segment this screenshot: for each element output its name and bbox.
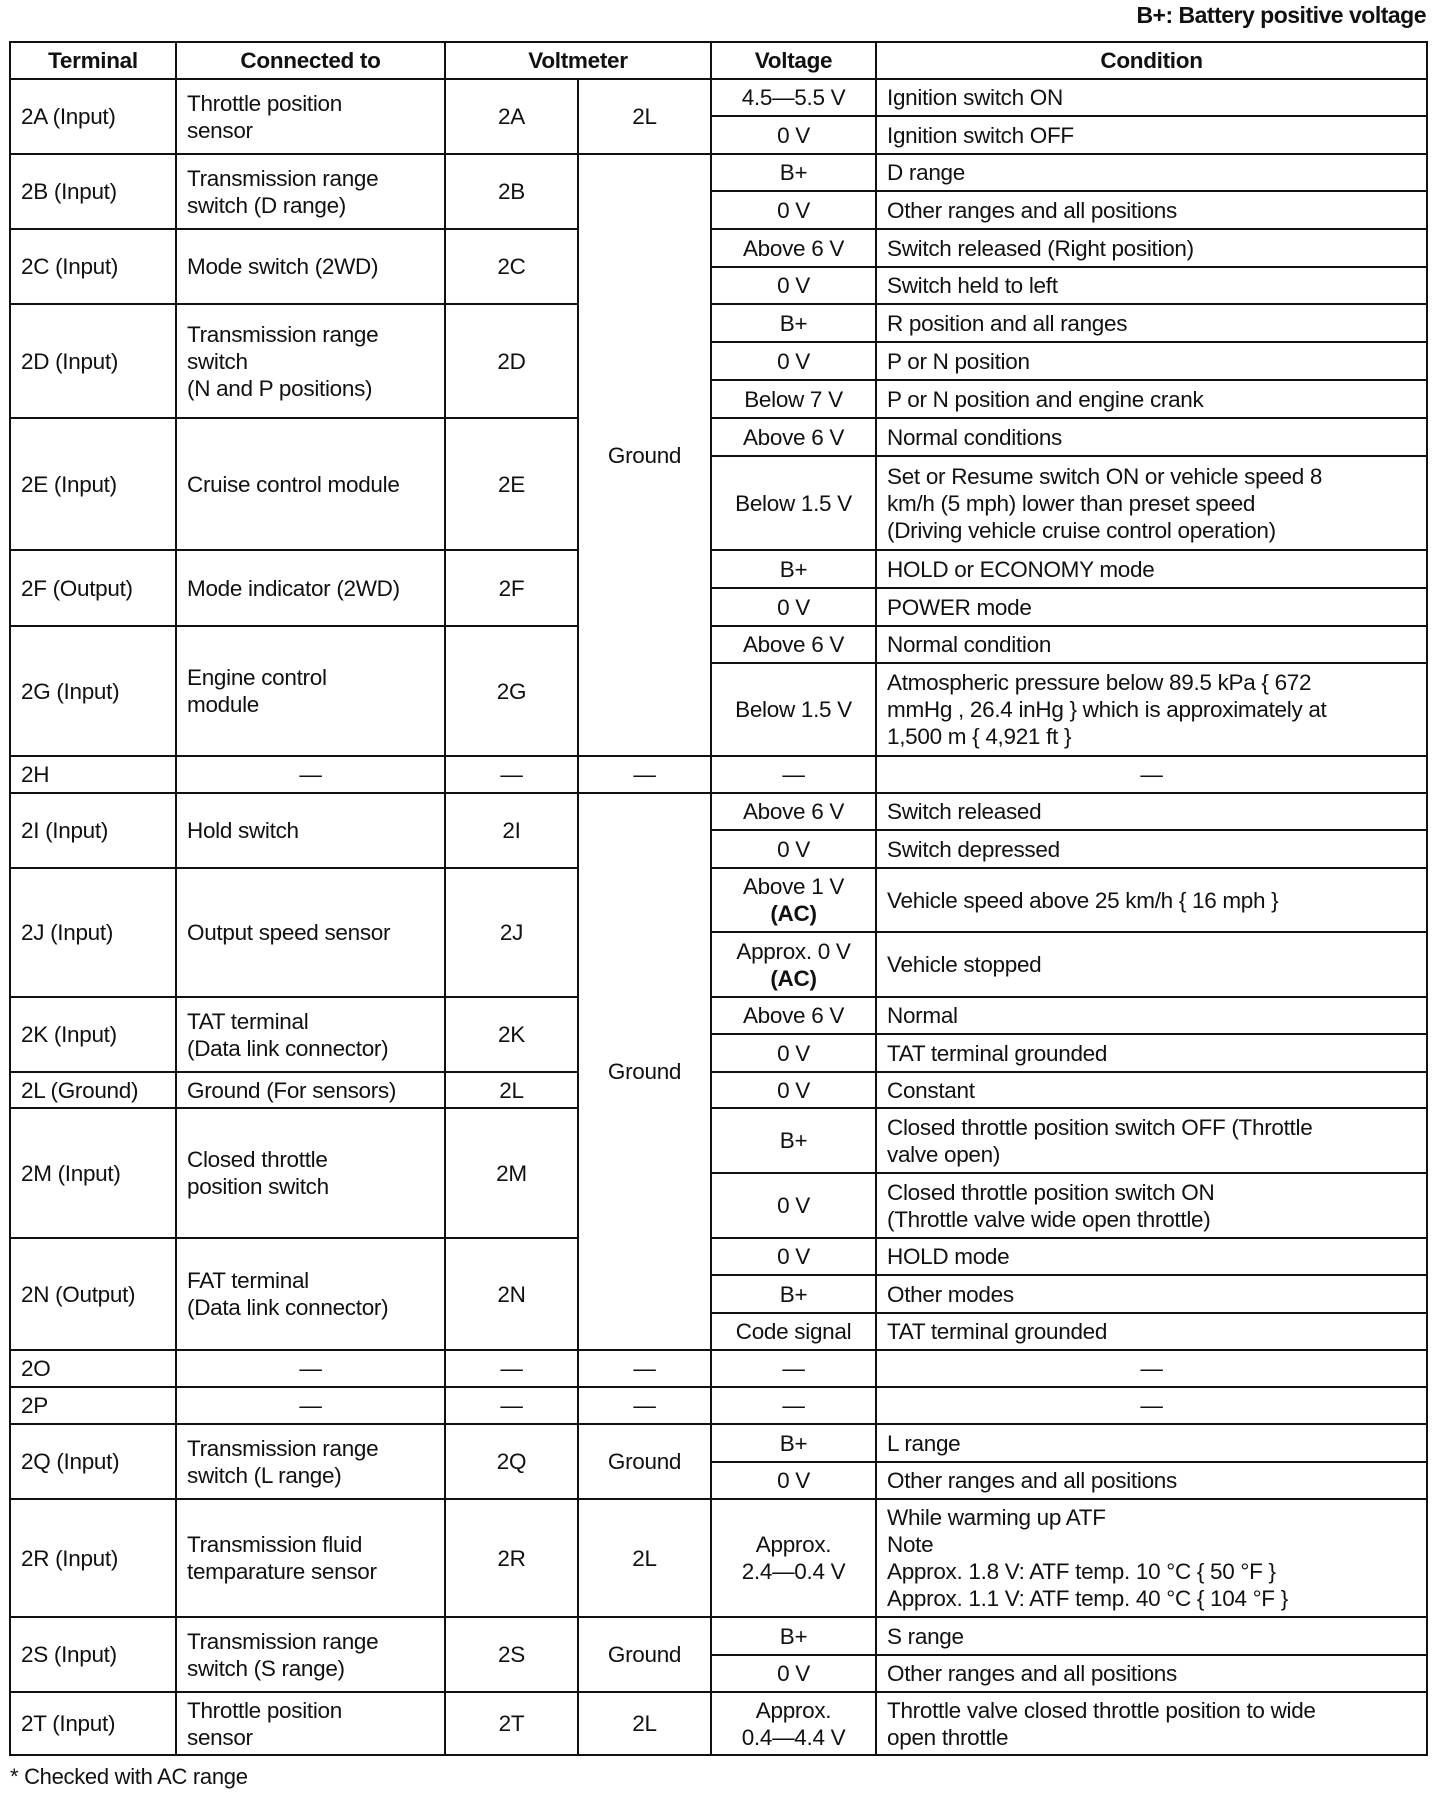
voltage-cell xyxy=(711,932,876,997)
voltage-cell xyxy=(711,229,876,267)
voltage-cell xyxy=(711,1462,876,1499)
ac-note: (AC) xyxy=(770,965,817,991)
connected-to-cell-line: Hold switch xyxy=(187,818,299,843)
condition-cell-line: Atmospheric pressure below 89.5 kPa { 672 xyxy=(887,670,1312,695)
table-row xyxy=(10,1424,1427,1462)
condition-cell-line: Other ranges and all positions xyxy=(887,197,1177,223)
voltmeter-positive-cell: 2R xyxy=(445,1499,578,1617)
condition-cell-line: Vehicle stopped xyxy=(887,952,1042,977)
terminal-cell: 2O xyxy=(10,1350,176,1387)
table-row xyxy=(10,1072,1427,1108)
condition-cell xyxy=(876,154,1427,191)
connected-to-cell-line: Cruise control module xyxy=(187,471,400,497)
connected-to-cell xyxy=(176,79,445,154)
terminal-cell: 2E (Input) xyxy=(10,418,176,550)
condition-cell xyxy=(876,191,1427,229)
condition-cell xyxy=(876,342,1427,380)
condition-cell-line: Note xyxy=(887,1532,934,1557)
condition-cell xyxy=(876,267,1427,304)
terminal-cell: 2A (Input) xyxy=(10,79,176,154)
condition-cell xyxy=(876,997,1427,1034)
connected-to-cell-line: Transmission range xyxy=(187,1628,379,1654)
connected-to-cell xyxy=(176,550,445,626)
voltage-cell-line: 0 V xyxy=(777,197,810,223)
voltage-cell-line: B+ xyxy=(779,310,808,336)
connected-to-cell-line: (Data link connector) xyxy=(187,1295,389,1320)
condition-cell xyxy=(876,1034,1427,1072)
condition-cell xyxy=(876,380,1427,418)
condition-cell xyxy=(876,1350,1427,1387)
connected-to-cell-line: Ground (For sensors) xyxy=(187,1077,397,1103)
condition-cell xyxy=(876,229,1427,267)
voltage-cell-line: — xyxy=(782,1356,805,1381)
connected-to-cell-line: Throttle position xyxy=(187,90,342,116)
connected-to-cell xyxy=(176,626,445,756)
voltage-cell-line: Below 1.5 V xyxy=(735,490,852,516)
condition-cell xyxy=(876,304,1427,342)
table-row xyxy=(10,626,1427,663)
condition-cell xyxy=(876,1173,1427,1238)
connected-to-cell-line: Transmission range xyxy=(187,321,379,347)
connected-to-cell-line: Transmission range xyxy=(187,1435,379,1461)
condition-cell-line: (Throttle valve wide open throttle) xyxy=(887,1206,1211,1232)
condition-cell-line: — xyxy=(1140,1393,1163,1418)
voltage-cell xyxy=(711,830,876,868)
connected-to-cell xyxy=(176,1499,445,1617)
condition-cell-line: Throttle valve closed throttle position to wide xyxy=(887,1697,1316,1723)
voltage-cell xyxy=(711,663,876,756)
terminal-cell: 2M (Input) xyxy=(10,1108,176,1238)
table-row xyxy=(10,1238,1427,1275)
connected-to-cell xyxy=(176,229,445,304)
table-row xyxy=(10,550,1427,588)
voltmeter-negative-cell: Ground xyxy=(578,154,711,756)
voltmeter-positive-cell: 2M xyxy=(445,1108,578,1238)
condition-cell-line: R position and all ranges xyxy=(887,310,1128,336)
connected-to-cell-line: FAT terminal xyxy=(187,1268,309,1293)
terminal-cell: 2L (Ground) xyxy=(10,1072,176,1108)
voltage-cell xyxy=(711,1617,876,1655)
voltage-cell xyxy=(711,868,876,932)
voltage-cell xyxy=(711,1313,876,1350)
terminal-cell: 2T (Input) xyxy=(10,1692,176,1755)
condition-cell-line: Ignition switch OFF xyxy=(887,122,1074,148)
voltmeter-negative-cell: Ground xyxy=(578,793,711,1350)
condition-cell-line: open throttle xyxy=(887,1724,1009,1750)
voltage-cell xyxy=(711,1238,876,1275)
condition-cell xyxy=(876,1313,1427,1350)
connected-to-cell xyxy=(176,1350,445,1387)
voltage-cell-line: 0 V xyxy=(777,348,810,374)
table-row xyxy=(10,79,1427,116)
connected-to-cell-line: temparature sensor xyxy=(187,1559,377,1584)
connected-to-cell xyxy=(176,1692,445,1755)
voltage-cell-line: 0 V xyxy=(777,273,810,298)
voltmeter-positive-cell: 2B xyxy=(445,154,578,229)
terminal-cell: 2N (Output) xyxy=(10,1238,176,1350)
terminal-cell: 2P xyxy=(10,1387,176,1424)
connected-to-cell-line: Output speed sensor xyxy=(187,920,391,945)
voltmeter-negative-cell: — xyxy=(578,756,711,793)
connected-to-cell xyxy=(176,1108,445,1238)
condition-cell-line: — xyxy=(1140,762,1163,787)
ac-note: (AC) xyxy=(770,901,817,926)
voltage-cell-line: B+ xyxy=(779,1430,808,1456)
condition-cell xyxy=(876,756,1427,793)
voltmeter-positive-cell: 2Q xyxy=(445,1424,578,1499)
condition-cell xyxy=(876,626,1427,663)
condition-cell-line: Switch depressed xyxy=(887,836,1060,862)
terminal-cell: 2R (Input) xyxy=(10,1499,176,1617)
table-row xyxy=(10,304,1427,342)
condition-cell-line: mmHg , 26.4 inHg } which is approximately at xyxy=(887,697,1327,722)
connected-to-cell xyxy=(176,1617,445,1692)
condition-cell-line: Normal conditions xyxy=(887,424,1062,450)
connected-to-cell xyxy=(176,304,445,418)
condition-cell xyxy=(876,1387,1427,1424)
connected-to-cell-line: Throttle position xyxy=(187,1697,342,1723)
condition-cell-line: (Driving vehicle cruise control operation) xyxy=(887,517,1276,543)
voltage-cell xyxy=(711,1424,876,1462)
voltmeter-negative-cell: 2L xyxy=(578,79,711,154)
terminal-cell: 2Q (Input) xyxy=(10,1424,176,1499)
connected-to-cell-line: switch (L range) xyxy=(187,1462,342,1488)
table-row xyxy=(10,756,1427,793)
condition-cell-line: Set or Resume switch ON or vehicle speed 8 xyxy=(887,463,1323,489)
voltage-cell xyxy=(711,267,876,304)
condition-cell xyxy=(876,793,1427,830)
condition-cell-line: 1,500 m { 4,921 ft } xyxy=(887,724,1072,749)
voltmeter-positive-cell: 2N xyxy=(445,1238,578,1350)
connected-to-cell-line: — xyxy=(299,1393,322,1418)
connected-to-cell-line: Transmission range xyxy=(187,165,379,191)
voltage-cell xyxy=(711,304,876,342)
condition-cell xyxy=(876,1692,1427,1755)
condition-cell-line: Ignition switch ON xyxy=(887,85,1063,110)
condition-cell-line: Approx. 1.8 V: ATF temp. 10 °C { 50 °F } xyxy=(887,1559,1276,1584)
voltage-cell-line: 0 V xyxy=(777,1468,810,1493)
voltage-cell-line: 0.4—4.4 V xyxy=(741,1724,846,1750)
voltmeter-positive-cell: 2I xyxy=(445,793,578,868)
connected-to-cell-line: Mode switch (2WD) xyxy=(187,254,379,279)
connected-to-cell xyxy=(176,793,445,868)
voltage-cell-line: 0 V xyxy=(777,594,810,620)
condition-cell-line: Other ranges and all positions xyxy=(887,1661,1177,1686)
header-voltmeter: Voltmeter xyxy=(445,42,711,79)
condition-cell xyxy=(876,1462,1427,1499)
condition-cell-line: TAT terminal grounded xyxy=(887,1040,1108,1066)
table-row xyxy=(10,1499,1427,1617)
voltage-cell xyxy=(711,1034,876,1072)
voltage-cell-line: Approx. xyxy=(755,1697,832,1723)
voltmeter-negative-cell: Ground xyxy=(578,1424,711,1499)
voltmeter-positive-cell: 2K xyxy=(445,997,578,1072)
table-row xyxy=(10,868,1427,932)
connected-to-cell-line: switch (S range) xyxy=(187,1655,345,1681)
table-row xyxy=(10,793,1427,830)
condition-cell xyxy=(876,79,1427,116)
condition-cell-line: While warming up ATF xyxy=(887,1505,1106,1530)
table-row xyxy=(10,1350,1427,1387)
voltage-cell-line: 4.5—5.5 V xyxy=(741,85,846,110)
condition-cell-line: Constant xyxy=(887,1077,975,1103)
condition-cell xyxy=(876,418,1427,456)
voltmeter-positive-cell: 2J xyxy=(445,868,578,997)
table-row xyxy=(10,1692,1427,1755)
voltage-cell-line: Above 6 V xyxy=(742,1003,845,1028)
header-terminal: Terminal xyxy=(10,42,176,79)
condition-cell-line: Other ranges and all positions xyxy=(887,1468,1177,1493)
voltage-cell xyxy=(711,1108,876,1173)
voltage-cell xyxy=(711,380,876,418)
table-row xyxy=(10,154,1427,191)
connected-to-cell xyxy=(176,997,445,1072)
table-row xyxy=(10,1617,1427,1655)
terminal-cell: 2C (Input) xyxy=(10,229,176,304)
terminal-cell: 2J (Input) xyxy=(10,868,176,997)
voltage-cell-line: Above 6 V xyxy=(742,235,845,261)
connected-to-cell xyxy=(176,418,445,550)
connected-to-cell-line: (Data link connector) xyxy=(187,1035,389,1061)
voltmeter-positive-cell: 2A xyxy=(445,79,578,154)
voltage-cell-line: Code signal xyxy=(735,1319,852,1344)
connected-to-cell-line: module xyxy=(187,692,259,717)
condition-cell-line: P or N position and engine crank xyxy=(887,386,1204,412)
voltage-cell-line: 0 V xyxy=(777,1244,810,1269)
voltage-cell xyxy=(711,1655,876,1692)
voltage-cell-line: — xyxy=(782,1393,805,1418)
voltage-cell-line: B+ xyxy=(779,1128,808,1153)
connected-to-cell-line: Closed throttle xyxy=(187,1147,328,1172)
connected-to-cell-line: switch (D range) xyxy=(187,192,346,218)
connected-to-cell-line: position switch xyxy=(187,1174,329,1199)
terminal-voltage-table xyxy=(9,41,1428,1756)
condition-cell xyxy=(876,1655,1427,1692)
condition-cell xyxy=(876,932,1427,997)
condition-cell-line: D range xyxy=(887,160,965,185)
condition-cell-line: L range xyxy=(887,1430,961,1456)
voltmeter-positive-cell: 2T xyxy=(445,1692,578,1755)
voltage-cell xyxy=(711,1692,876,1755)
voltmeter-positive-cell: 2C xyxy=(445,229,578,304)
condition-cell xyxy=(876,868,1427,932)
condition-cell xyxy=(876,456,1427,550)
voltmeter-positive-cell: 2L xyxy=(445,1072,578,1108)
voltage-cell-line: 0 V xyxy=(777,1661,810,1686)
condition-cell xyxy=(876,116,1427,154)
voltage-cell xyxy=(711,342,876,380)
voltmeter-positive-cell: 2S xyxy=(445,1617,578,1692)
voltage-cell-line: — xyxy=(782,762,805,787)
condition-cell-line: TAT terminal grounded xyxy=(887,1319,1108,1344)
header-row xyxy=(10,42,1427,79)
voltage-cell xyxy=(711,79,876,116)
voltage-cell-line: B+ xyxy=(779,1281,808,1307)
header-condition: Condition xyxy=(876,42,1427,79)
condition-cell xyxy=(876,663,1427,756)
voltmeter-negative-cell: — xyxy=(578,1387,711,1424)
voltmeter-positive-cell: — xyxy=(445,1387,578,1424)
connected-to-cell-line: Transmission fluid xyxy=(187,1532,363,1557)
voltmeter-positive-cell: 2F xyxy=(445,550,578,626)
table-row xyxy=(10,1108,1427,1173)
terminal-cell: 2G (Input) xyxy=(10,626,176,756)
condition-cell-line: Normal condition xyxy=(887,632,1052,657)
voltage-cell-line: 0 V xyxy=(777,122,810,148)
voltage-cell xyxy=(711,116,876,154)
voltage-cell-line: Approx. 0 V xyxy=(736,938,851,964)
voltage-cell xyxy=(711,588,876,626)
condition-cell xyxy=(876,1617,1427,1655)
table-row xyxy=(10,1387,1427,1424)
connected-to-cell-line: (N and P positions) xyxy=(187,375,373,401)
condition-cell-line: Closed throttle position switch OFF (Throttle xyxy=(887,1114,1313,1140)
voltmeter-positive-cell: 2G xyxy=(445,626,578,756)
condition-cell xyxy=(876,588,1427,626)
voltage-cell-line: Above 1 V xyxy=(742,874,845,899)
connected-to-cell-line: TAT terminal xyxy=(187,1008,309,1034)
voltage-cell xyxy=(711,1499,876,1617)
connected-to-cell xyxy=(176,756,445,793)
voltage-cell xyxy=(711,1350,876,1387)
condition-cell xyxy=(876,1424,1427,1462)
voltage-cell xyxy=(711,191,876,229)
condition-cell-line: Closed throttle position switch ON xyxy=(887,1179,1215,1205)
condition-cell-line: valve open) xyxy=(887,1141,1001,1167)
condition-cell xyxy=(876,1238,1427,1275)
voltmeter-negative-cell: Ground xyxy=(578,1617,711,1692)
condition-cell xyxy=(876,1108,1427,1173)
voltage-cell-line: 0 V xyxy=(777,1040,810,1066)
terminal-cell: 2F (Output) xyxy=(10,550,176,626)
terminal-cell: 2S (Input) xyxy=(10,1617,176,1692)
condition-cell-line: Approx. 1.1 V: ATF temp. 40 °C { 104 °F } xyxy=(887,1586,1288,1611)
table-row xyxy=(10,229,1427,267)
condition-cell-line: Switch released xyxy=(887,799,1042,824)
condition-cell xyxy=(876,1499,1427,1617)
voltmeter-positive-cell: 2D xyxy=(445,304,578,418)
condition-cell-line: S range xyxy=(887,1623,964,1649)
voltage-cell xyxy=(711,626,876,663)
condition-cell-line: — xyxy=(1140,1356,1163,1381)
condition-cell-line: Switch released (Right position) xyxy=(887,235,1194,261)
connected-to-cell-line: Mode indicator (2WD) xyxy=(187,575,400,601)
terminal-cell: 2I (Input) xyxy=(10,793,176,868)
voltage-cell-line: Above 6 V xyxy=(742,424,845,450)
condition-cell xyxy=(876,550,1427,588)
connected-to-cell-line: — xyxy=(299,762,322,787)
connected-to-cell xyxy=(176,1424,445,1499)
voltage-cell xyxy=(711,1275,876,1313)
voltmeter-positive-cell: — xyxy=(445,1350,578,1387)
connected-to-cell xyxy=(176,1072,445,1108)
voltage-cell xyxy=(711,1387,876,1424)
condition-cell-line: Other modes xyxy=(887,1281,1014,1307)
connected-to-cell-line: — xyxy=(299,1356,322,1381)
voltage-cell-line: Below 7 V xyxy=(744,386,843,412)
header-connected-to: Connected to xyxy=(176,42,445,79)
voltage-cell xyxy=(711,1072,876,1108)
condition-cell-line: Normal xyxy=(887,1003,958,1028)
terminal-cell: 2D (Input) xyxy=(10,304,176,418)
voltage-cell xyxy=(711,756,876,793)
condition-cell-line: Switch held to left xyxy=(887,273,1058,298)
voltmeter-negative-cell: 2L xyxy=(578,1499,711,1617)
connected-to-cell-line: Engine control xyxy=(187,665,327,690)
condition-cell-line: P or N position xyxy=(887,348,1030,374)
condition-cell xyxy=(876,830,1427,868)
terminal-cell: 2B (Input) xyxy=(10,154,176,229)
voltage-cell-line: Approx. xyxy=(755,1532,832,1557)
condition-cell xyxy=(876,1072,1427,1108)
voltage-cell-line: 2.4—0.4 V xyxy=(741,1559,846,1584)
voltage-cell xyxy=(711,456,876,550)
voltmeter-positive-cell: — xyxy=(445,756,578,793)
voltmeter-negative-cell: — xyxy=(578,1350,711,1387)
voltage-cell-line: Above 6 V xyxy=(742,799,845,824)
connected-to-cell-line: sensor xyxy=(187,117,253,143)
voltage-cell-line: B+ xyxy=(779,556,808,582)
condition-cell xyxy=(876,1275,1427,1313)
voltage-cell-line: 0 V xyxy=(777,836,810,862)
footnote: * Checked with AC range xyxy=(10,1764,248,1789)
condition-cell-line: Vehicle speed above 25 km/h { 16 mph } xyxy=(887,887,1279,913)
condition-cell-line: HOLD mode xyxy=(887,1244,1010,1269)
connected-to-cell xyxy=(176,1387,445,1424)
voltmeter-negative-cell: 2L xyxy=(578,1692,711,1755)
voltage-cell-line: Above 6 V xyxy=(742,632,845,657)
connected-to-cell-line: switch xyxy=(187,348,248,374)
voltage-cell xyxy=(711,793,876,830)
voltage-cell xyxy=(711,1173,876,1238)
voltage-cell xyxy=(711,418,876,456)
table-row xyxy=(10,997,1427,1034)
connected-to-cell xyxy=(176,1238,445,1350)
terminal-cell: 2H xyxy=(10,756,176,793)
condition-cell-line: km/h (5 mph) lower than preset speed xyxy=(887,490,1256,516)
connected-to-cell xyxy=(176,154,445,229)
connected-to-cell xyxy=(176,868,445,997)
voltage-cell-line: 0 V xyxy=(777,1077,810,1103)
legend-b-plus: B+: Battery positive voltage xyxy=(1136,2,1426,28)
voltmeter-positive-cell: 2E xyxy=(445,418,578,550)
voltage-cell-line: B+ xyxy=(779,1623,808,1649)
voltage-cell-line: 0 V xyxy=(777,1193,810,1218)
condition-cell-line: POWER mode xyxy=(887,594,1032,620)
header-voltage: Voltage xyxy=(711,42,876,79)
voltage-cell xyxy=(711,154,876,191)
condition-cell-line: HOLD or ECONOMY mode xyxy=(887,556,1155,582)
voltage-cell-line: B+ xyxy=(779,160,808,185)
voltage-cell xyxy=(711,997,876,1034)
connected-to-cell-line: sensor xyxy=(187,1724,253,1750)
terminal-cell: 2K (Input) xyxy=(10,997,176,1072)
voltage-cell-line: Below 1.5 V xyxy=(735,697,852,722)
voltage-cell xyxy=(711,550,876,588)
table-row xyxy=(10,418,1427,456)
